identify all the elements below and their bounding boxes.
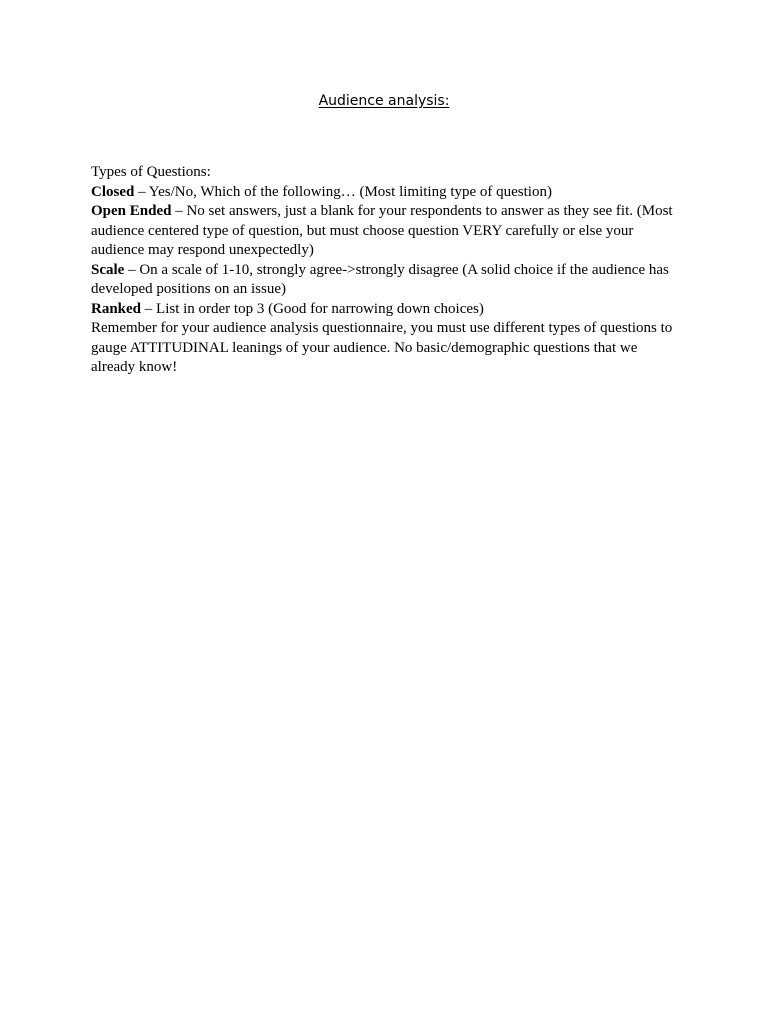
question-type-open-ended [91, 202, 683, 261]
question-type-ranked [91, 300, 683, 320]
document-title [0, 93, 768, 109]
document-title-text: Audience analysis: [318, 93, 450, 109]
question-type-description: – On a scale of 1-10, strongly agree->strongly disagree (A solid choice if the audience has developed positions on an issue) [91, 261, 669, 297]
question-type-description: – Yes/No, Which of the following… (Most limiting type of question) [134, 183, 552, 200]
question-type-term: Open Ended [91, 203, 172, 219]
question-type-term: Ranked [91, 300, 142, 317]
question-type-scale [91, 261, 683, 300]
question-type-term: Closed [91, 183, 135, 200]
reminder-paragraph: Remember for your audience analysis questionnaire, you must use different types of questions to gauge ATTITUDINAL leanings of your audience. No basic/demographic questions that we already know! [91, 320, 673, 375]
question-type-description: – No set answers, just a blank for your respondents to answer as they see fit. (Most audience centered type of question, but must choose question VERY carefully or else your audience may respond unexpectedly) [91, 203, 673, 258]
types-heading: Types of Questions: [91, 164, 211, 180]
document-body [91, 163, 683, 378]
question-type-description: – List in order top 3 (Good for narrowing down choices) [141, 300, 484, 317]
question-type-term: Scale [91, 261, 125, 278]
question-type-closed [91, 183, 683, 203]
